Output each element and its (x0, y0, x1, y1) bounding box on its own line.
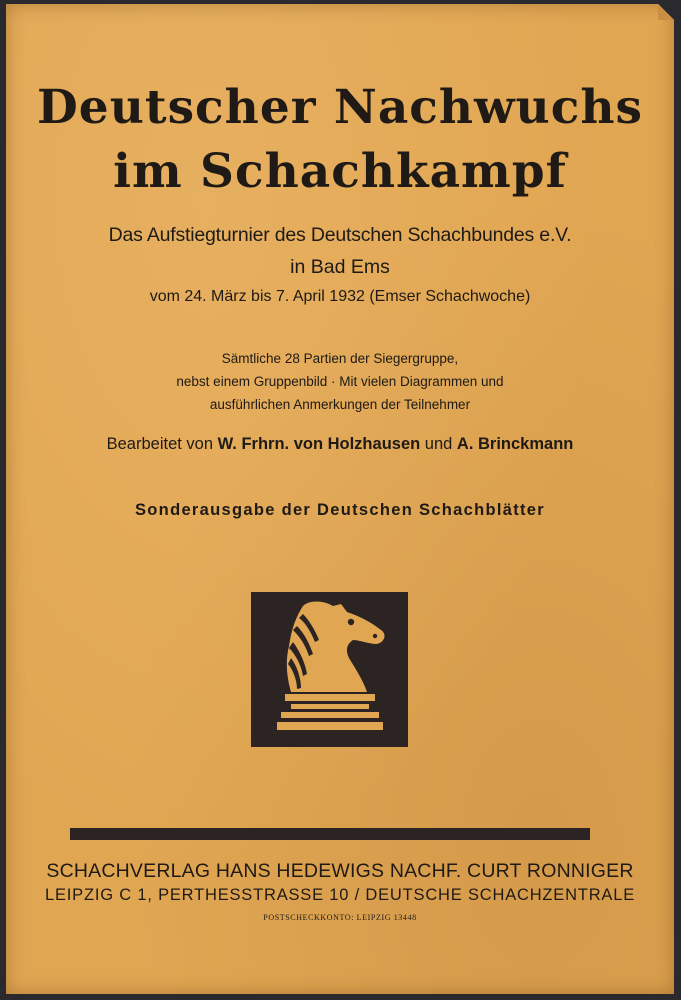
editors-join: und (424, 435, 453, 453)
dog-ear-corner (658, 4, 674, 20)
tournament-dates: vom 24. März bis 7. April 1932 (Emser Schachwoche) (149, 288, 531, 305)
contents-line-2: nebst einem Gruppenbild · Mit vielen Diagrammen und (176, 374, 504, 389)
postal-account: POSTSCHECKKONTO: LEIPZIG 13448 (263, 913, 417, 922)
special-edition-note: Sonderausgabe der Deutschen Schachblätter (135, 501, 545, 519)
editor-1: W. Frhrn. von Holzhausen (217, 435, 421, 453)
contents-line-1: Sämtliche 28 Partien der Siegergruppe, (221, 351, 459, 366)
title-line-1: Deutscher Nachwuchs (37, 80, 643, 135)
editors-prefix: Bearbeitet von (106, 435, 214, 453)
publisher-address: LEIPZIG C 1, PERTHESSTRASSE 10 / DEUTSCHE SCHACHZENTRALE (44, 886, 636, 904)
divider-rule (70, 828, 590, 840)
editor-2: A. Brinckmann (456, 435, 574, 453)
subtitle-line-1: Das Aufstiegturnier des Deutschen Schachbundes e.V. (108, 224, 572, 246)
book-cover (6, 4, 674, 994)
chess-knight-icon (251, 592, 408, 747)
contents-line-3: ausführlichen Anmerkungen der Teilnehmer (209, 397, 471, 412)
publisher-name: SCHACHVERLAG HANS HEDEWIGS NACHF. CURT RONNIGER (46, 860, 634, 882)
subtitle-line-2: in Bad Ems (290, 256, 390, 278)
title-line-2: im Schachkampf (113, 144, 567, 199)
editors-credit (6, 435, 674, 454)
